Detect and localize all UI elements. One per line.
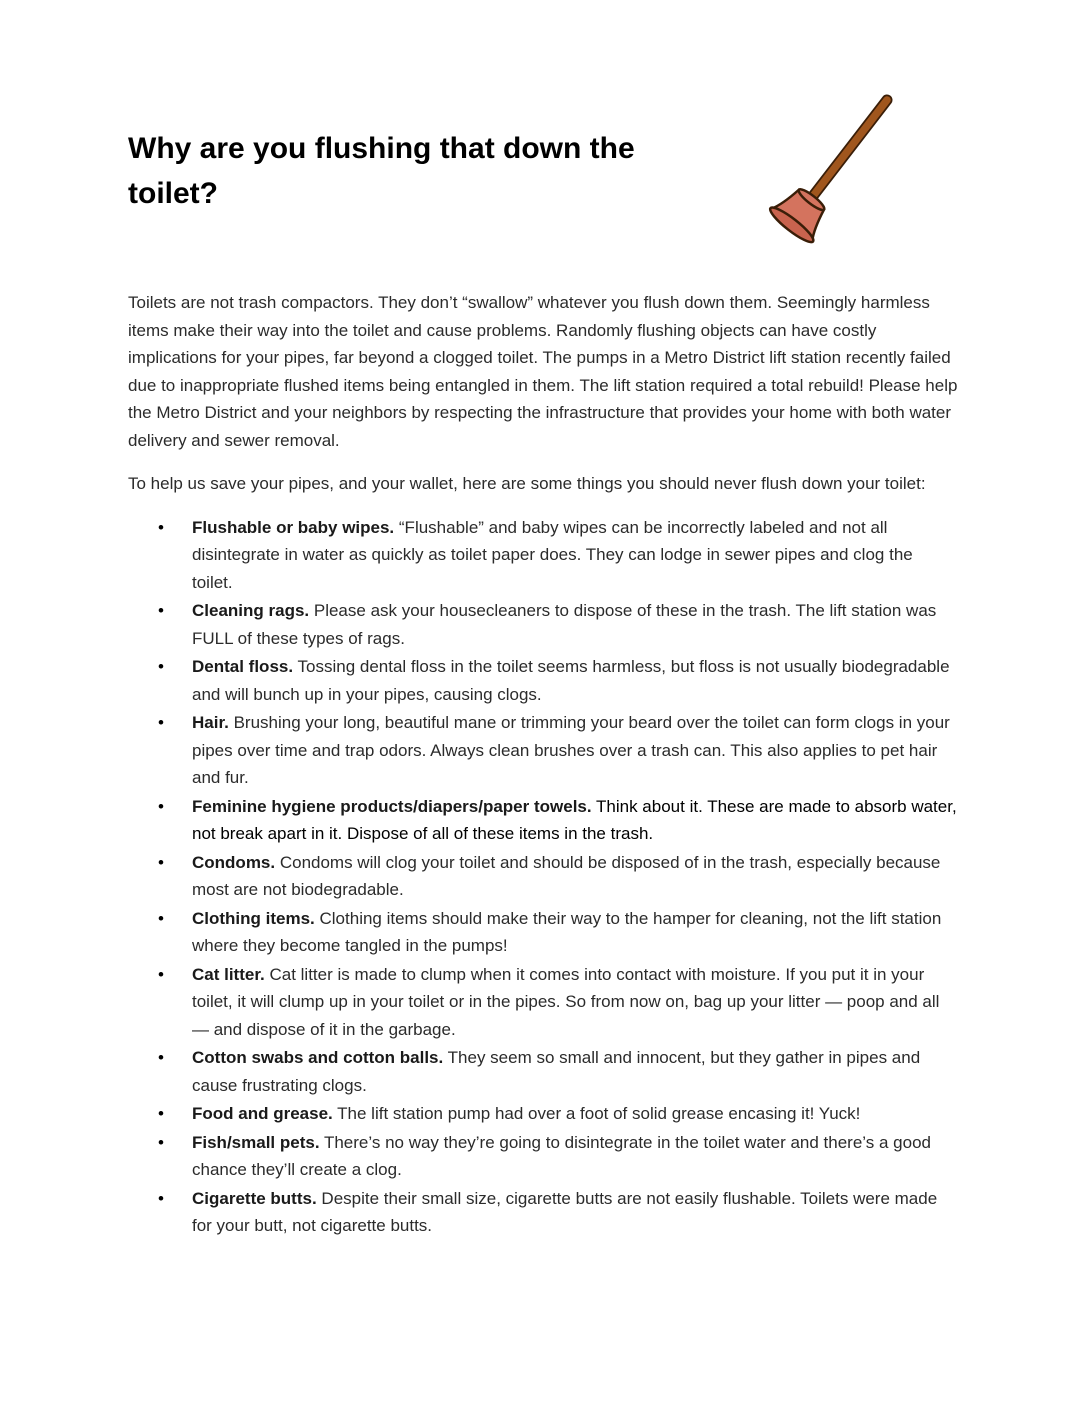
bullet-icon: • xyxy=(158,657,164,676)
bullet-icon: • xyxy=(158,517,164,537)
item-description: Tossing dental floss in the toilet seems harmless, but floss is not usually biodegradable and will bunch up in your pipes, causing clogs. xyxy=(192,657,950,704)
list-intro-paragraph: To help us save your pipes, and your wallet, here are some things you should never flush down your toilet: xyxy=(128,474,926,493)
item-description: The lift station pump had over a foot of solid grease encasing it! Yuck! xyxy=(332,1104,861,1123)
item-term: Food and grease. xyxy=(192,1104,333,1123)
bullet-icon: • xyxy=(158,908,164,928)
item-description: They seem so small and innocent, but they gather in pipes and cause frustrating clogs. xyxy=(192,1048,921,1095)
bullet-icon: • xyxy=(158,1104,164,1123)
item-term: Hair. xyxy=(192,713,229,732)
never-flush-list xyxy=(128,514,958,1240)
bullet-icon: • xyxy=(158,1132,164,1152)
item-term: Cotton swabs and cotton balls. xyxy=(192,1048,444,1067)
bullet-icon: • xyxy=(158,713,164,732)
item-description: “Flushable” and baby wipes can be incorrectly labeled and not all disintegrate in water as quickly as toilet paper does. They can lodge in sewer pipes and clog the toilet. xyxy=(192,517,913,592)
bullet-icon: • xyxy=(158,601,164,620)
item-description: Despite their small size, cigarette butts are not easily flushable. Toilets were made for your butt, not cigarette butts. xyxy=(192,1188,938,1235)
item-term: Cleaning rags. xyxy=(192,601,310,620)
document-body xyxy=(128,289,958,1241)
bullet-icon: • xyxy=(158,852,164,872)
item-term: Cat litter. xyxy=(192,964,265,984)
item-description: Condoms will clog your toilet and should be disposed of in the trash, especially because most are not biodegradable. xyxy=(192,852,941,899)
bullet-icon: • xyxy=(158,1048,164,1067)
item-term: Flushable or baby wipes. xyxy=(192,517,395,537)
list-item xyxy=(128,1185,958,1240)
list-item xyxy=(128,1044,958,1099)
list-item xyxy=(128,1129,958,1184)
page-title: Why are you flushing that down the toilet? xyxy=(128,132,635,210)
bullet-icon: • xyxy=(158,964,164,984)
item-term: Cigarette butts. xyxy=(192,1188,317,1208)
item-description: There’s no way they’re going to disintegrate in the toilet water and there’s a good chance they’ll create a clog. xyxy=(192,1132,931,1179)
list-item xyxy=(128,905,958,960)
list-item xyxy=(128,849,958,904)
list-item xyxy=(128,709,958,792)
item-term: Condoms. xyxy=(192,852,276,872)
item-term: Fish/small pets. xyxy=(192,1132,320,1152)
item-term: Feminine hygiene products/diapers/paper towels. xyxy=(192,796,592,816)
list-item xyxy=(128,597,958,652)
list-item xyxy=(128,793,958,848)
item-description: Clothing items should make their way to the hamper for cleaning, not the lift station where they become tangled in the pumps! xyxy=(192,908,942,955)
item-term: Dental floss. xyxy=(192,657,294,676)
item-description: Think about it. These are made to absorb water, not break apart in it. Dispose of all of these items in the trash. xyxy=(192,796,957,843)
list-item xyxy=(128,653,958,708)
item-description: Cat litter is made to clump when it comes into contact with moisture. If you put it in your toilet, it will clump up in your toilet or in the pipes. So from now on, bag up your litter — poop and all — and dispose of it in the garbage. xyxy=(192,964,940,1039)
list-item xyxy=(128,1100,958,1128)
list-item xyxy=(128,514,958,597)
bullet-icon: • xyxy=(158,1188,164,1208)
list-item xyxy=(128,961,958,1044)
bullet-icon: • xyxy=(158,796,164,816)
item-description: Please ask your housecleaners to dispose of these in the trash. The lift station was FULL of these types of rags. xyxy=(192,601,937,648)
item-description: Brushing your long, beautiful mane or trimming your beard over the toilet can form clogs in your pipes over time and trap odors. Always clean brushes over a trash can. This also applies to pet hair and fur. xyxy=(192,713,950,787)
intro-paragraph: Toilets are not trash compactors. They don’t “swallow” whatever you flush down them. Seemingly harmless items make their way into the toilet and cause problems. Randomly flushing objects can have costly implications for your pipes, far beyond a clogged toilet. The pumps in a Metro District lift station recently failed due to inappropriate flushed items being entangled in them. The lift station required a total rebuild! Please help the Metro District and your neighbors by respecting the infrastructure that provides your home with both water delivery and sewer removal. xyxy=(128,293,958,450)
item-term: Clothing items. xyxy=(192,908,315,928)
plunger-icon xyxy=(755,88,915,248)
